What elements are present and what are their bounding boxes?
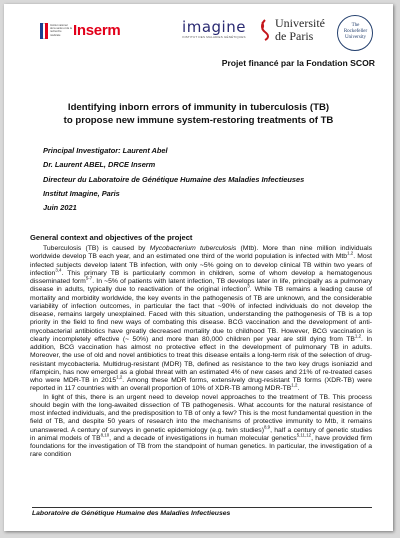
french-flag-icon [40, 23, 48, 39]
lab-director: Directeur du Laboratoire de Génétique Humaine des Maladies Infectieuses [43, 174, 305, 184]
p1-species-name: Mycobacterium tuberculosis [149, 245, 237, 252]
p2-text-c: , and a decade of investigations in human molecular genetics [109, 434, 297, 442]
logo-strip [4, 14, 393, 54]
universite-de-paris-line2: de Paris [275, 29, 314, 43]
p2-ref-3: 5,11,12 [296, 432, 312, 438]
p1-ref-2: 3,4 [55, 267, 62, 273]
author-block [43, 144, 304, 215]
p2-ref-1: 8,9 [263, 424, 271, 430]
title-line-1: Identifying inborn errors of immunity in tuberculosis (TB) [67, 102, 330, 113]
p2-text-a: In light of this, there is an urgent need to develop novel approaches to the treatment of TB. This process should begin with the long-awaited dissection of TB pathogenesis. What accounts for the natural resistance of most infected individuals, and the predisposition to TB of only a few? This is the most fundamental question in the field of TB, and despite 50 years of research into the mechanisms of protective immunity to Mtb, it remains unanswered. A century of surveys in genetic epidemiology (e.g. twin studies) [30, 393, 372, 434]
p1-ref-3: 5-7 [85, 275, 93, 281]
inserm-logo [40, 20, 121, 42]
universite-de-paris-mark-icon [259, 19, 271, 41]
p1-text-h: . Among these MDR forms, extensively drug-resistant TB forms (XDR-TB) were reported in 117 countries with an overall proportion of 10% of XDR-TB among MDR-TB [30, 377, 372, 393]
universite-de-paris-line1: Université [275, 16, 325, 30]
author-name: Dr. Laurent ABEL, DRCE Inserm [43, 160, 156, 170]
imagine-logo-wordmark: imagine [182, 18, 246, 36]
p1-text-d: . This primary TB is particularly common in children, some of whom develop a hematogenous disseminated form [30, 269, 372, 285]
inserm-logo-subtext: Institut national de la santé et de la recherche médicale [50, 24, 72, 37]
inserm-logo-wordmark: Inserm [73, 22, 121, 39]
p1-text-f: . While TB remains a leading cause of mortality and morbidity worldwide, the key events in the pathogenesis of TB are unknown, and the considerable variability of infection outcomes, in particular the fact that ~90% of infected individuals do not develop the disease, remains largely unexplained. Faced with this situation, understanding the pathogenesis of TB is a top priority in the field to find new ways of combating this disease. BCG vaccination and the development of anti-mycobacterial antibiotics have greatly decreased mortality due to childhood TB. However, BCG vaccination is clearly incompletely effective (~ 50%) and more than 80,000 children per year are still dying from TB [30, 286, 372, 343]
p2-text-d: , have provided firm foundations for the investigation of TB from the standpoint of human genetics. In particular, the investigation of a rare condition [30, 434, 372, 459]
document-title [4, 101, 393, 127]
institute: Institut Imagine, Paris [43, 188, 120, 198]
paragraph-1 [30, 245, 372, 394]
section-title: General context and objectives of the project [30, 233, 193, 242]
page-footer: Laboratoire de Génétique Humaine des Maladies Infectieuses [32, 507, 372, 517]
paragraph-2 [30, 394, 372, 460]
p1-ref-5: 1,2 [354, 333, 362, 339]
p1-ref-6: 1,2 [116, 374, 123, 380]
p1-text-e: . In ~5% of patients with latent infection, TB develops later in life, principally as a pulmonary disease in adults, typically due to reactivation of the original infection [30, 278, 373, 294]
p1-text-b: (Mtb). More than nine million individuals worldwide develop TB each year, and an estimated one third of the world population is infected with Mtb [30, 245, 373, 261]
p1-text-i: . [297, 385, 300, 393]
p1-ref-1: 1,2 [347, 250, 354, 256]
body-text [30, 245, 372, 460]
rockefeller-seal [337, 15, 375, 53]
date: Juin 2021 [43, 203, 77, 213]
principal-investigator: Principal Investigator: Laurent Abel [43, 146, 168, 155]
universite-de-paris-logo [259, 16, 329, 50]
p1-ref-7: 1,2 [291, 382, 298, 388]
funding-note: Projet financé par la Fondation SCOR [221, 58, 375, 68]
p2-text-b: , half a century of genetic studies in animal models of TB [30, 426, 372, 442]
p1-text-c: . Most infected subjects develop latent TB infection, with only ~5% going on to develop clinical TB within two years of infection [30, 253, 372, 277]
imagine-logo-subtext: INSTITUT DES MALADIES GÉNÉTIQUES [182, 35, 246, 39]
title-line-2: to propose new immune system-restoring treatments of TB [63, 115, 334, 126]
p1-ref-4: 3 [247, 283, 250, 289]
p2-ref-2: 8,10 [100, 432, 110, 438]
rockefeller-seal-text: The Rockefeller University [343, 23, 368, 40]
imagine-logo [179, 18, 249, 46]
p1-text-a: Tuberculosis (TB) is caused by [43, 245, 150, 252]
p1-text-g: . In addition, BCG vaccination has almost no protective effect in the development of pulmonary TB in adults. Moreover, the use of old and novel antibiotics to treat this disease entails a long-term risk of the selection of drug-resistant mycobacteria. Multidrug-resistant (MDR) TB, defined as resistance to the two key drugs isoniazid and rifampicin, has now emerged as a global threat with an estimated 4% of new cases and 21% of re-treated cases who were MDR-TB in 2015 [30, 335, 372, 384]
document-page [4, 4, 393, 531]
